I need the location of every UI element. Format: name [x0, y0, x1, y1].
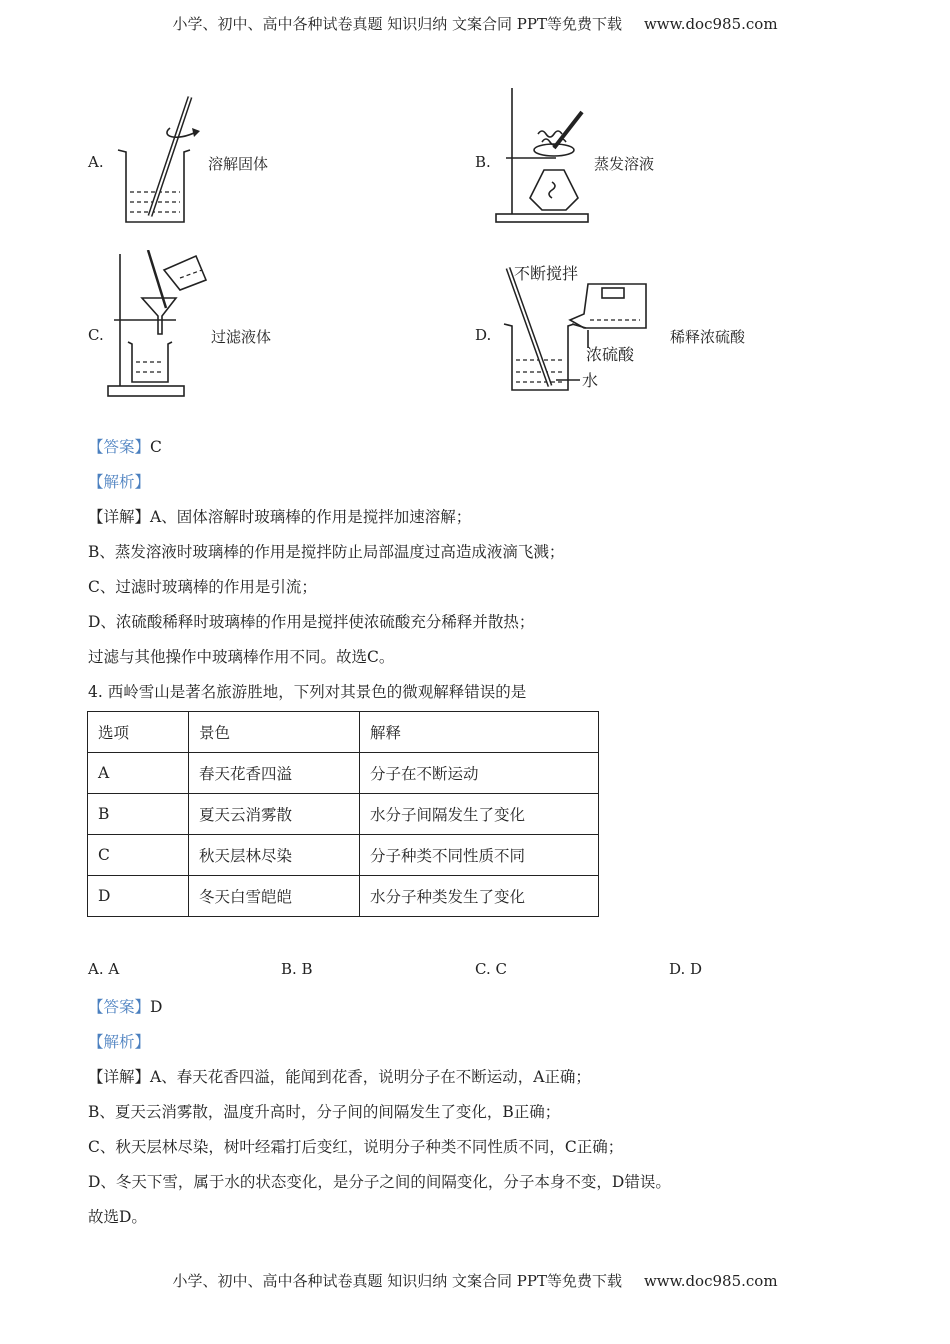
q3-answer [88, 435, 162, 457]
q4-line-c: C、秋天层林尽染，树叶经霜打后变红，说明分子种类不同性质不同，C正确； [88, 1138, 624, 1156]
table-cell: C [88, 835, 189, 876]
table-cell: B [88, 794, 189, 835]
table-cell: 夏天云消雾散 [189, 794, 360, 835]
dilute-acid-diagram [498, 262, 658, 397]
answer-value: C [150, 438, 162, 456]
footer-site: www.doc985.com [643, 1272, 778, 1290]
answer-label: 【答案】 [88, 998, 151, 1016]
table-cell: 冬天白雪皑皑 [189, 876, 360, 917]
header-text: 小学、初中、高中各种试卷真题 知识归纳 文案合同 PPT等免费下载 [172, 15, 622, 33]
option-b-caption: 蒸发溶液 [594, 155, 655, 173]
table-cell: 春天花香四溢 [189, 753, 360, 794]
table-header-cell: 选项 [88, 712, 189, 753]
option-d-caption: 稀释浓硫酸 [670, 328, 746, 346]
option-c-letter: C. [88, 326, 104, 344]
table-cell: 分子在不断运动 [360, 753, 599, 794]
table-header-cell: 解释 [360, 712, 599, 753]
option-a-letter: A. [88, 153, 104, 171]
q3-detail-line [88, 505, 471, 527]
q4-stem: 4. 西岭雪山是著名旅游胜地，下列对其景色的微观解释错误的是 [88, 683, 527, 701]
detail-label: 【详解】 [88, 1068, 151, 1086]
table-cell: 秋天层林尽染 [189, 835, 360, 876]
table-row [88, 835, 599, 876]
q4-line-b: B、夏天云消雾散，温度升高时，分子间的间隔发生了变化，B正确； [88, 1103, 561, 1121]
table-row [88, 794, 599, 835]
table-cell: 水分子种类发生了变化 [360, 876, 599, 917]
table-header-row [88, 712, 599, 753]
q3-analysis-label: 【解析】 [88, 473, 151, 491]
table-cell: D [88, 876, 189, 917]
choice-d: D. D [669, 960, 703, 978]
q3-conclusion: 过滤与其他操作中玻璃棒作用不同。故选C。 [88, 648, 395, 666]
filter-liquid-diagram [106, 250, 210, 400]
table-row [88, 753, 599, 794]
detail-text: A、春天花香四溢，能闻到花香，说明分子在不断运动，A正确； [150, 1068, 591, 1086]
page-header [0, 13, 950, 34]
table-row [88, 876, 599, 917]
q4-analysis-label: 【解析】 [88, 1033, 151, 1051]
q4-answer [88, 995, 162, 1017]
answer-value: D [150, 998, 163, 1016]
choice-b: B. B [281, 960, 313, 978]
footer-text: 小学、初中、高中各种试卷真题 知识归纳 文案合同 PPT等免费下载 [172, 1272, 622, 1290]
stir-label: 不断搅拌 [514, 264, 579, 283]
option-b-letter: B. [475, 153, 491, 171]
option-c-caption: 过滤液体 [211, 328, 272, 346]
dissolve-solid-diagram [112, 92, 207, 227]
q4-line-d: D、冬天下雪，属于水的状态变化，是分子之间的间隔变化，分子本身不变，D错误。 [88, 1173, 671, 1191]
water-label: 水 [582, 371, 599, 390]
q4-table [87, 711, 599, 917]
answer-label: 【答案】 [88, 438, 151, 456]
table-cell: 分子种类不同性质不同 [360, 835, 599, 876]
option-d-letter: D. [475, 326, 492, 344]
table-cell: A [88, 753, 189, 794]
q4-detail-line [88, 1065, 591, 1087]
table-header-cell: 景色 [189, 712, 360, 753]
detail-text: A、固体溶解时玻璃棒的作用是搅拌加速溶解； [150, 508, 472, 526]
choice-a: A. A [88, 960, 120, 978]
evaporate-solution-diagram [494, 86, 594, 226]
acid-label: 浓硫酸 [586, 345, 635, 364]
q4-conclusion: 故选D。 [88, 1208, 147, 1226]
q3-line-c: C、过滤时玻璃棒的作用是引流； [88, 578, 317, 596]
q3-line-d: D、浓硫酸稀释时玻璃棒的作用是搅拌使浓硫酸充分稀释并散热； [88, 613, 535, 631]
detail-label: 【详解】 [88, 508, 151, 526]
q3-line-b: B、蒸发溶液时玻璃棒的作用是搅拌防止局部温度过高造成液滴飞溅； [88, 543, 565, 561]
table-cell: 水分子间隔发生了变化 [360, 794, 599, 835]
page-footer [0, 1270, 950, 1291]
choice-c: C. C [475, 960, 507, 978]
header-site: www.doc985.com [643, 15, 778, 33]
option-a-caption: 溶解固体 [208, 155, 269, 173]
